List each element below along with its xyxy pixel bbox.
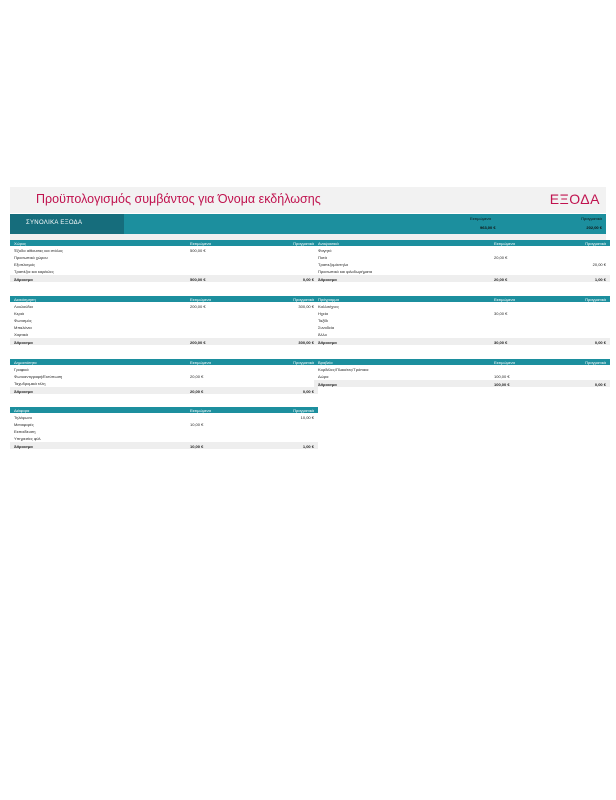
panel-name: Αναψυκτικά (318, 240, 339, 246)
actual-header: Πραγματικά (585, 240, 606, 246)
row-label: Φωτισμός (14, 318, 32, 323)
row-label: Συνοδεία (318, 325, 335, 330)
actual-header: Πραγματικά (585, 296, 606, 302)
table-row (10, 324, 318, 331)
actual-header: Πραγματικά (585, 359, 606, 365)
panel-name: Πρόγραμμα (318, 296, 339, 302)
summary-bar (10, 214, 606, 234)
panel-refreshments (314, 240, 610, 282)
table-row (10, 428, 318, 435)
row-label: Κεριά (14, 311, 24, 316)
table-row (10, 261, 318, 268)
panel-prizes (314, 359, 610, 387)
actual-header: Πραγματικά (293, 240, 314, 246)
row-label: Προσωπικό και φιλοδωρήματα (318, 269, 373, 274)
budget-sheet (10, 187, 606, 240)
table-row (314, 317, 610, 324)
total-row (314, 380, 610, 387)
row-actual: 20,00 € (592, 262, 606, 267)
total-actual: 1,00 € (594, 276, 606, 282)
row-estimated: 100,00 € (494, 374, 510, 379)
table-row (10, 414, 318, 421)
total-estimated: 20,00 € (494, 276, 508, 282)
row-estimated: 10,00 € (190, 422, 204, 427)
total-actual: 0,00 € (302, 276, 314, 282)
row-estimated: 20,00 € (190, 374, 204, 379)
row-label: Μεταφορές (14, 422, 34, 427)
title-bar (10, 187, 606, 213)
panel-publicity (10, 359, 318, 394)
panel-rows (314, 302, 610, 338)
row-label: Έξοδα αίθουσας και στόλος (14, 248, 63, 253)
row-label: Προσωπικό χώρου (14, 255, 48, 260)
row-label: Τραπέζια και καρέκλες (14, 269, 54, 274)
table-row (314, 310, 610, 317)
summary-estimated-label: Εκτιμώμενα (470, 216, 491, 221)
table-row (10, 366, 318, 373)
row-label: Ταξίδι (318, 318, 329, 323)
total-actual: 0,00 € (594, 339, 606, 345)
total-row (10, 387, 318, 394)
table-row (314, 331, 610, 338)
row-label: Άλλο (318, 332, 327, 337)
table-row (314, 373, 610, 380)
total-actual: 0,00 € (302, 388, 314, 394)
panel-program (314, 296, 610, 345)
table-row (314, 254, 610, 261)
total-label: Άθροισμα (14, 276, 33, 282)
panel-venue (10, 240, 318, 282)
row-label: Φωτοαντιγραφή/Εκτύπωση (14, 374, 63, 379)
row-label: Ποτά (318, 255, 327, 260)
table-row (10, 303, 318, 310)
panel-name: Διάφορα (14, 407, 30, 413)
row-label: Γραφικά (14, 367, 29, 372)
table-row (10, 435, 318, 442)
total-actual: 1,00 € (302, 443, 314, 449)
actual-header: Πραγματικά (293, 407, 314, 413)
panel-other (10, 407, 318, 449)
row-actual: 10,00 € (300, 415, 314, 420)
panel-name: Δημοσιότητα (14, 359, 37, 365)
section-title: ΕΞΟΔΑ (549, 191, 600, 207)
total-row (10, 275, 318, 282)
row-label: Δώρα (318, 374, 329, 379)
table-row (314, 324, 610, 331)
row-label: Τραπεζομάντηλα (318, 262, 348, 267)
total-estimated: 20,00 € (190, 388, 204, 394)
table-row (314, 247, 610, 254)
row-label: Εκπαίδευση (14, 429, 36, 434)
actual-header: Πραγματικά (293, 359, 314, 365)
panel-decor (10, 296, 318, 345)
total-estimated: 200,00 € (190, 339, 206, 345)
estimated-header: Εκτιμώμενα (190, 407, 211, 413)
panel-rows (314, 246, 610, 275)
total-actual: 0,00 € (594, 381, 606, 387)
table-row (314, 268, 610, 275)
estimated-header: Εκτιμώμενα (494, 359, 515, 365)
total-row (314, 275, 610, 282)
row-label: Καλλιτέχνες (318, 304, 339, 309)
row-label: Τηλέφωνο (14, 415, 33, 420)
total-label: Άθροισμα (14, 388, 33, 394)
total-actual: 300,00 € (298, 339, 314, 345)
panel-rows (10, 246, 318, 275)
table-row (314, 366, 610, 373)
summary-title: ΣΥΝΟΛΙΚΑ ΕΞΟΔΑ (26, 220, 83, 226)
total-row (314, 338, 610, 345)
row-estimated: 200,00 € (190, 304, 206, 309)
table-row (10, 254, 318, 261)
table-row (10, 317, 318, 324)
row-label: Μπαλόνια (14, 325, 32, 330)
total-estimated: 500,00 € (190, 276, 206, 282)
estimated-header: Εκτιμώμενα (190, 296, 211, 302)
summary-estimated-value: 963,00 € (480, 225, 496, 230)
panel-name: Χώρος (14, 240, 27, 246)
summary-actual-value: 202,00 € (586, 225, 602, 230)
summary-actual-label: Πραγματικά (581, 216, 602, 221)
table-row (10, 310, 318, 317)
estimated-header: Εκτιμώμενα (494, 296, 515, 302)
table-row (314, 303, 610, 310)
total-estimated: 100,00 € (494, 381, 510, 387)
table-row (10, 268, 318, 275)
total-label: Άθροισμα (14, 339, 33, 345)
panel-rows (10, 365, 318, 387)
total-estimated: 30,00 € (494, 339, 508, 345)
panel-rows (10, 413, 318, 442)
panel-name: Βραβεία (318, 359, 333, 365)
panel-rows (10, 302, 318, 338)
actual-header: Πραγματικά (293, 296, 314, 302)
table-row (10, 247, 318, 254)
row-label: Κορδέλες/Πλακέτες/Τρόπαια (318, 367, 369, 372)
total-row (10, 442, 318, 449)
table-row (10, 421, 318, 428)
table-row (10, 331, 318, 338)
total-estimated: 10,00 € (190, 443, 204, 449)
row-estimated: 30,00 € (494, 311, 508, 316)
row-estimated: 20,00 € (494, 255, 508, 260)
panel-rows (314, 365, 610, 380)
estimated-header: Εκτιμώμενα (494, 240, 515, 246)
table-row (10, 380, 318, 387)
row-estimated: 500,00 € (190, 248, 206, 253)
row-actual: 300,00 € (298, 304, 314, 309)
row-label: Λουλούδια (14, 304, 33, 309)
panel-name: Διακόσμηση (14, 296, 36, 302)
row-label: Εξοπλισμός (14, 262, 36, 267)
row-label: Φαγητό (318, 248, 332, 253)
row-label: Ταχυδρομικά τέλη (14, 381, 46, 386)
total-label: Άθροισμα (318, 276, 337, 282)
total-row (10, 338, 318, 345)
row-label: Χαρτικά (14, 332, 28, 337)
row-label: Ηχεία (318, 311, 328, 316)
total-label: Άθροισμα (318, 339, 337, 345)
page-title: Προϋπολογισμός συμβάντος για Όνομα εκδήλωσης (36, 192, 321, 206)
total-label: Άθροισμα (318, 381, 337, 387)
total-label: Άθροισμα (14, 443, 33, 449)
row-label: Υπηρεσίες φύλ (14, 436, 41, 441)
estimated-header: Εκτιμώμενα (190, 359, 211, 365)
estimated-header: Εκτιμώμενα (190, 240, 211, 246)
table-row (10, 373, 318, 380)
table-row (314, 261, 610, 268)
